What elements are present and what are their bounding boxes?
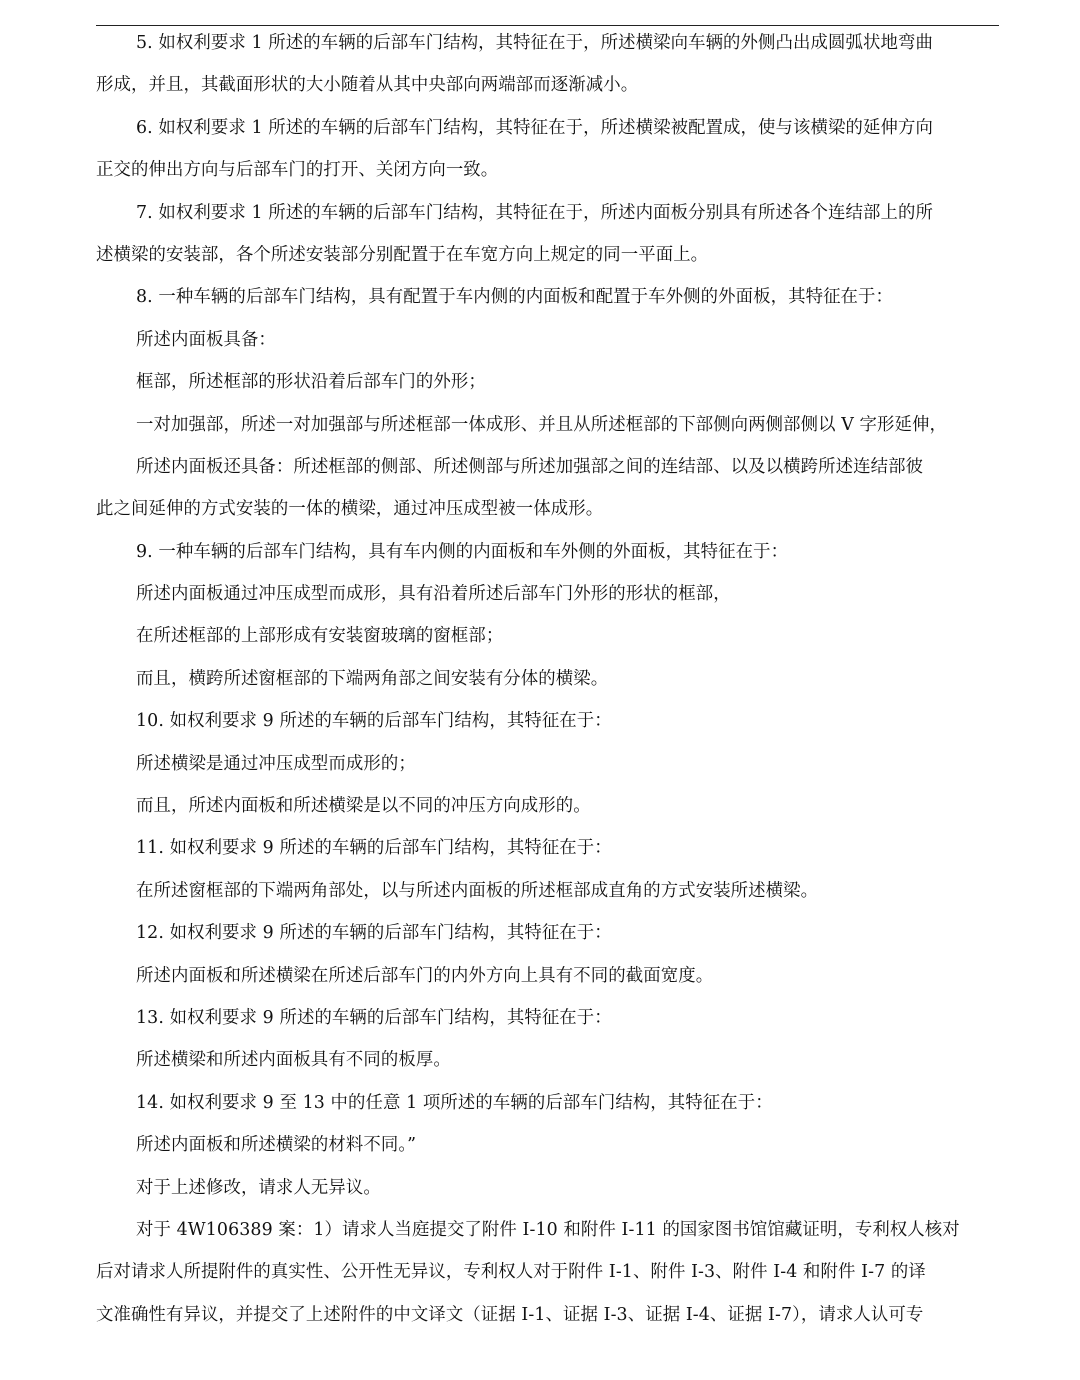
text-line: 7. 如权利要求 1 所述的车辆的后部车门结构，其特征在于，所述内面板分别具有所述各个连结部上的所 [136, 202, 933, 223]
text-line: 后对请求人所提附件的真实性、公开性无异议，专利权人对于附件 I-1、附件 I-3、附件 I-4 和附件 I-7 的译 [96, 1262, 926, 1283]
text-line: 框部，所述框部的形状沿着后部车门的外形； [136, 372, 486, 393]
document-body [96, 22, 999, 1336]
text-line: 述横梁的安装部，各个所述安装部分别配置于在车宽方向上规定的同一平面上。 [96, 244, 709, 265]
text-line: 在所述窗框部的下端两角部处，以与所述内面板的所述框部成直角的方式安装所述横梁。 [136, 880, 819, 901]
text-line: 形成，并且，其截面形状的大小随着从其中央部向两端部而逐渐减小。 [96, 75, 639, 96]
text-line: 在所述框部的上部形成有安装窗玻璃的窗框部； [136, 626, 504, 647]
text-line: 所述横梁和所述内面板具有不同的板厚。 [136, 1050, 451, 1071]
text-line: 12. 如权利要求 9 所述的车辆的后部车门结构，其特征在于： [136, 923, 612, 944]
text-line: 所述横梁是通过冲压成型而成形的； [136, 753, 416, 774]
text-line: 13. 如权利要求 9 所述的车辆的后部车门结构，其特征在于： [136, 1007, 612, 1028]
text-line: 正交的伸出方向与后部车门的打开、关闭方向一致。 [96, 160, 499, 181]
text-line: 14. 如权利要求 9 至 13 中的任意 1 项所述的车辆的后部车门结构，其特征在于： [136, 1092, 773, 1113]
text-line: 对于上述修改，请求人无异议。 [136, 1177, 381, 1198]
text-line: 所述内面板还具备：所述框部的侧部、所述侧部与所述加强部之间的连结部、以及以横跨所述连结部彼 [136, 456, 924, 477]
text-line: 对于 4W106389 案：1）请求人当庭提交了附件 I-10 和附件 I-11 的国家图书馆馆藏证明，专利权人核对 [136, 1219, 960, 1240]
text-line: 5. 如权利要求 1 所述的车辆的后部车门结构，其特征在于，所述横梁向车辆的外侧凸出成圆弧状地弯曲 [136, 33, 933, 53]
text-line: 一对加强部，所述一对加强部与所述框部一体成形、并且从所述框部的下部侧向两侧部侧以 V 字形延伸， [136, 414, 947, 435]
text-line: 所述内面板和所述横梁的材料不同。” [136, 1135, 417, 1156]
text-line: 11. 如权利要求 9 所述的车辆的后部车门结构，其特征在于： [136, 838, 612, 859]
text-line: 所述内面板和所述横梁在所述后部车门的内外方向上具有不同的截面宽度。 [136, 965, 714, 986]
text-line: 文准确性有异议，并提交了上述附件的中文译文（证据 I-1、证据 I-3、证据 I-4、证据 I-7），请求人认可专 [96, 1304, 924, 1325]
text-line: 10. 如权利要求 9 所述的车辆的后部车门结构，其特征在于： [136, 711, 612, 732]
text-line: 而且，横跨所述窗框部的下端两角部之间安装有分体的横梁。 [136, 668, 609, 689]
text-line: 9. 一种车辆的后部车门结构，具有车内侧的内面板和车外侧的外面板，其特征在于： [136, 541, 789, 562]
text-line: 而且，所述内面板和所述横梁是以不同的冲压方向成形的。 [136, 796, 591, 817]
text-line: 此之间延伸的方式安装的一体的横梁，通过冲压成型被一体成形。 [96, 499, 604, 520]
text-line: 所述内面板具备： [136, 329, 276, 350]
text-line: 6. 如权利要求 1 所述的车辆的后部车门结构，其特征在于，所述横梁被配置成，使与该横梁的延伸方向 [136, 117, 933, 138]
text-line: 8. 一种车辆的后部车门结构，具有配置于车内侧的内面板和配置于车外侧的外面板，其特征在于： [136, 287, 894, 308]
text-line: 所述内面板通过冲压成型而成形，具有沿着所述后部车门外形的形状的框部， [136, 584, 731, 605]
